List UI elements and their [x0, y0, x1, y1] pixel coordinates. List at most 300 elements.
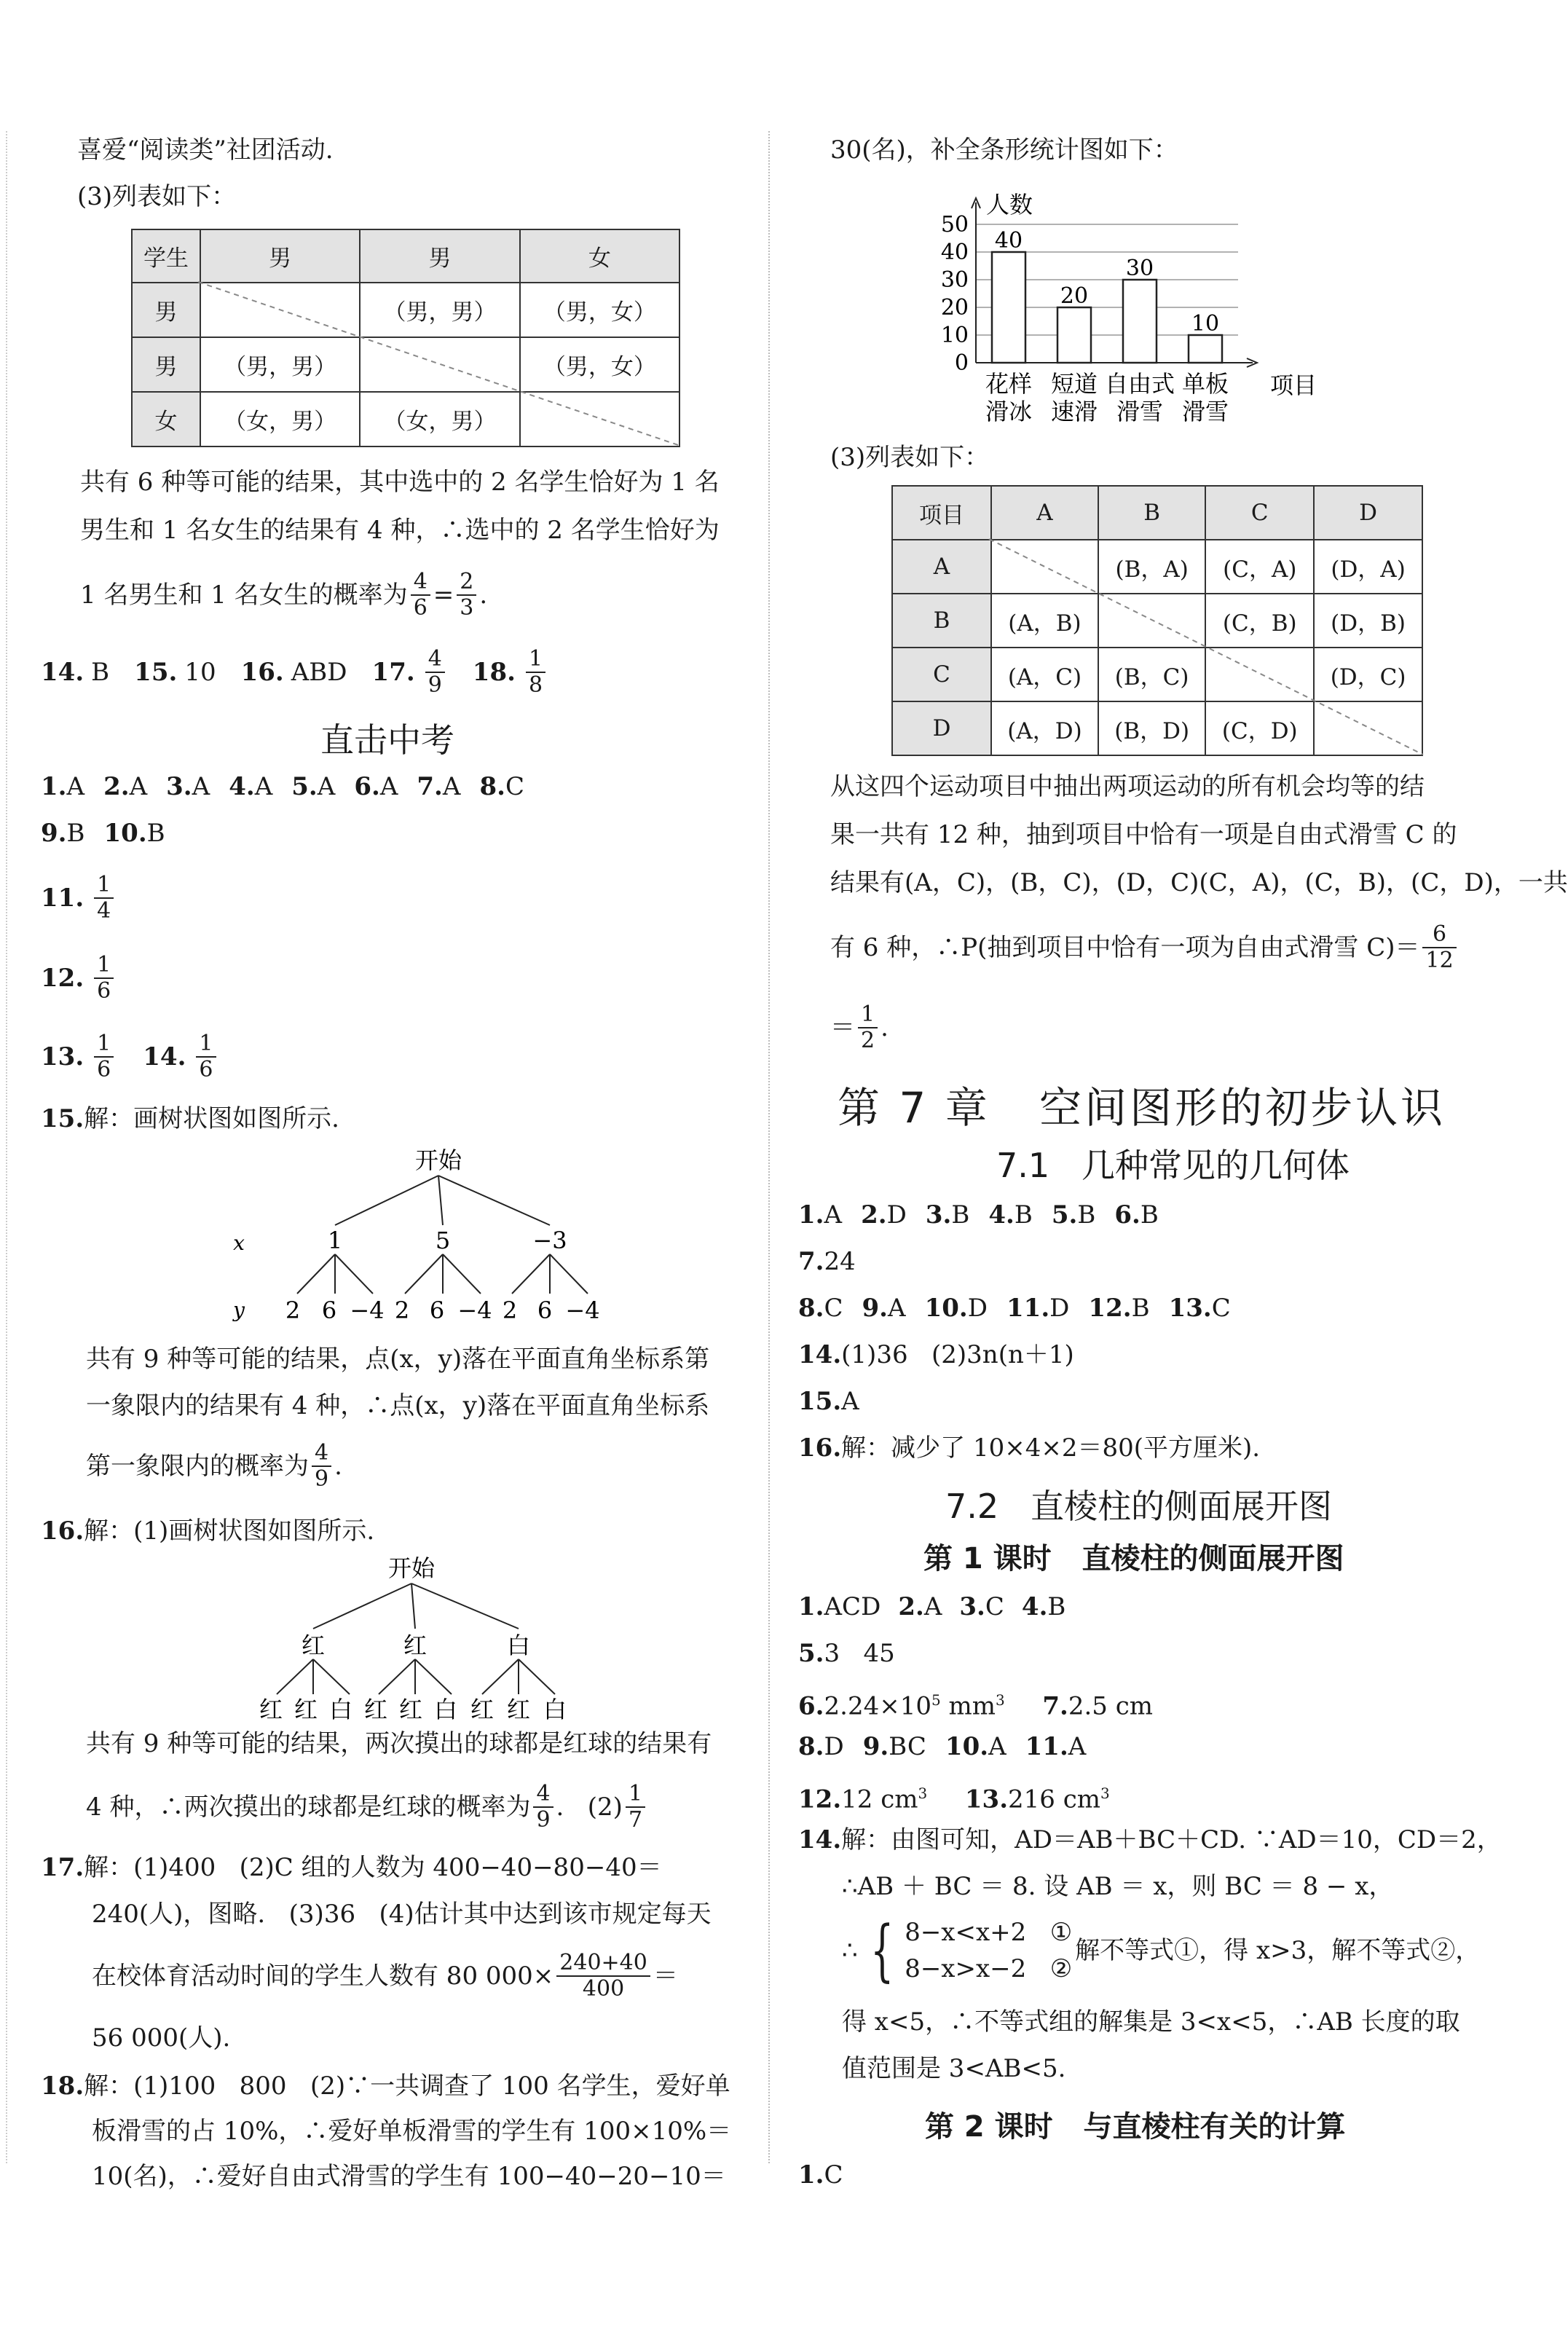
fraction	[94, 1031, 114, 1082]
q-number: 8.	[798, 1294, 824, 1323]
chapter-title: 第 7 章 空间图形的初步认识	[838, 1083, 1446, 1133]
answers-14-18	[41, 640, 548, 705]
q-answer: C	[505, 772, 524, 801]
table1-cell: （男，女）	[520, 337, 679, 392]
tree1-leaf: 2	[394, 1297, 410, 1324]
mc-item	[1022, 1591, 1066, 1623]
fraction	[858, 1002, 878, 1053]
q-answer: A	[254, 772, 273, 801]
q-answer: B	[146, 819, 165, 848]
q-answer: 12 cm	[841, 1785, 918, 1814]
q-number: 4.	[988, 1200, 1015, 1230]
q-answer: D	[824, 1732, 844, 1761]
numerator: 1	[94, 953, 114, 979]
chart-y-tick-label: 30	[940, 267, 969, 293]
exponent: 3	[918, 1785, 928, 1802]
tree2-leaf: 红	[506, 1696, 531, 1723]
table1-cell: （男，女）	[520, 283, 679, 337]
tree1-leaf: 6	[537, 1297, 553, 1324]
column-divider	[768, 131, 770, 2163]
q-number: 13.	[964, 1785, 1009, 1814]
q-number: 3.	[166, 772, 192, 801]
tree2-node: 红	[403, 1632, 428, 1659]
q18-line-1	[41, 2070, 730, 2102]
q-answer: A	[442, 772, 461, 801]
denominator: 12	[1425, 948, 1454, 973]
tree2-node: 红	[301, 1632, 326, 1659]
denominator: 6	[97, 978, 111, 1004]
fraction	[425, 647, 445, 698]
q17-line-2: 240(人)，图略. (3)36 (4)估计其中达到该市规定每天	[92, 1900, 712, 1929]
exponent: 3	[996, 1691, 1005, 1709]
denominator: 9	[536, 1807, 551, 1833]
tree1-node: −3	[532, 1227, 567, 1254]
numerator: 1	[626, 1782, 645, 1808]
para-1c	[80, 562, 487, 628]
chart-y-tick-label: 10	[940, 323, 969, 348]
chart-data-label: 20	[1060, 283, 1089, 309]
period: .	[479, 581, 488, 610]
l1-mc-row-2	[798, 1731, 1086, 1763]
chart-category-label: 单板	[1181, 370, 1229, 398]
q-number: 7.	[417, 772, 443, 801]
q-number: 16.	[240, 658, 284, 687]
right-line-2: (3)列表如下：	[830, 443, 990, 472]
para-3a: 共有 9 种等可能的结果，两次摸出的球都是红球的结果有	[86, 1729, 712, 1758]
table2-rowhead: C	[892, 648, 991, 701]
table2-cell: (D，B)	[1314, 594, 1422, 648]
tree1-x-label: x	[233, 1231, 245, 1255]
tree1-leaf: 2	[502, 1297, 518, 1324]
table2-cell: (C，B)	[1205, 594, 1314, 648]
table1-rowhead: 男	[132, 337, 200, 392]
table1-corner: 学生	[132, 229, 200, 283]
q-answer: A	[988, 1732, 1006, 1761]
therefore-sign: ∴	[842, 1936, 858, 1965]
q-number: 18.	[41, 2072, 84, 2101]
q-number: 9.	[862, 1294, 889, 1323]
l2-q1	[798, 2159, 843, 2191]
numerator: 1	[94, 873, 114, 899]
q-number: 14.	[143, 1042, 186, 1071]
chart-bar	[992, 252, 1025, 363]
tree1-root: 开始	[414, 1146, 462, 1174]
q-number: 2.	[861, 1200, 887, 1230]
numerator: 4	[425, 647, 445, 673]
chart-bar	[1189, 335, 1222, 363]
table2-corner: 项目	[892, 486, 991, 540]
left-line-1: 喜爱“阅读类”社团活动.	[77, 135, 334, 165]
q12	[41, 945, 117, 1011]
q-number: 7.	[1042, 1691, 1068, 1721]
lesson-1-title: 第 1 课时 直棱柱的侧面展开图	[923, 1542, 1344, 1575]
q-answer: A	[923, 1592, 942, 1621]
mc-item	[861, 1199, 907, 1231]
mc-item	[354, 771, 398, 803]
q-text: 解：画树状图如图所示.	[84, 1104, 339, 1133]
q-answer: A	[841, 1387, 859, 1416]
table1-cell: （女，男）	[200, 392, 360, 446]
q-answer: B	[951, 1200, 970, 1230]
q-answer: A	[824, 1200, 843, 1230]
q-number: 18.	[472, 658, 516, 687]
q-number: 10.	[945, 1732, 989, 1761]
q-answer: B	[66, 819, 85, 848]
table2-rowhead: D	[892, 701, 991, 755]
section-heading: 直击中考	[320, 720, 454, 760]
l1-q12-q13	[798, 1777, 1110, 1815]
mc-item	[863, 1731, 926, 1763]
q18-line-2: 板滑雪的占 10%，∴爱好单板滑雪的学生有 100×10%＝	[92, 2117, 732, 2146]
q-answer: 24	[824, 1247, 856, 1276]
s71-q14	[798, 1339, 1074, 1371]
q-number: 14.	[798, 1825, 842, 1854]
table1-col: 男	[360, 229, 519, 283]
exponent: 5	[931, 1691, 941, 1709]
margin-rule	[6, 131, 7, 2163]
tree-diagram-1	[211, 1144, 648, 1326]
denominator: 9	[315, 1466, 329, 1492]
denominator: 6	[413, 595, 428, 621]
q-number: 5.	[798, 1639, 824, 1668]
q-answer: 2.24×10	[824, 1691, 931, 1721]
para-2b: 一象限内的结果有 4 种，∴点(x，y)落在平面直角坐标系	[86, 1391, 710, 1420]
inequality-system	[905, 1914, 1072, 1987]
fraction	[411, 570, 430, 621]
l1-q14-line-1	[798, 1824, 1502, 1856]
table2-cell: (B，D)	[1098, 701, 1205, 755]
q-number: 2.	[103, 772, 130, 801]
table2-cell: (D，A)	[1314, 540, 1422, 594]
fraction	[626, 1782, 645, 1833]
q-number: 11.	[1006, 1294, 1050, 1323]
left-line-2: (3)列表如下：	[77, 182, 237, 211]
chart-bar	[1057, 307, 1091, 363]
mc-item	[925, 1292, 988, 1324]
q-answer: A	[1068, 1732, 1087, 1761]
section-7-2-title: 7.2 直棱柱的侧面展开图	[945, 1487, 1333, 1526]
q-answer: A	[317, 772, 336, 801]
q-answer: A	[192, 772, 210, 801]
q-answer: ABD	[291, 658, 347, 687]
chart-y-axis-label: 人数	[986, 191, 1033, 219]
q-number: 3.	[925, 1200, 952, 1230]
q-number: 11.	[41, 884, 84, 913]
q-text: 解：(1)画树状图如图所示.	[84, 1516, 375, 1546]
para-4a: 从这四个运动项目中抽出两项运动的所有机会均等的结	[830, 772, 1425, 801]
chart-x-axis-label: 项目	[1270, 371, 1317, 399]
tree1-y-label: y	[233, 1298, 245, 1322]
fraction	[1422, 922, 1456, 973]
q-number: 5.	[1051, 1200, 1078, 1230]
l1-mc-row-1	[798, 1591, 1065, 1623]
tree1-leaf: 6	[429, 1297, 445, 1324]
tree2-leaf: 白	[433, 1696, 458, 1723]
equals: ＝	[653, 1962, 678, 1991]
q13-14	[41, 1024, 219, 1090]
q-answer: A	[66, 772, 85, 801]
tree1-leaf: 6	[321, 1297, 337, 1324]
table1-col: 男	[200, 229, 360, 283]
tree1-leaf: −4	[350, 1297, 385, 1324]
table1-cell: （男，男）	[200, 337, 360, 392]
l1-q14-line-5: 值范围是 3<AB<5.	[842, 2054, 1066, 2083]
q-answer: C	[824, 1294, 843, 1323]
q-number: 15.	[41, 1104, 84, 1133]
q-number: 4.	[1021, 1592, 1048, 1621]
q18-line-3: 10(名)，∴爱好自由式滑雪的学生有 100−40−20−10＝	[92, 2162, 726, 2191]
mc-item	[1006, 1292, 1069, 1324]
q-text: 在校体育活动时间的学生人数有 80 000×	[92, 1962, 554, 1991]
q-answer: B	[1077, 1200, 1096, 1230]
mc-item	[103, 771, 147, 803]
table2-cell: (B，C)	[1098, 648, 1205, 701]
q-number: 9.	[862, 1732, 889, 1761]
mc-item	[1025, 1731, 1087, 1763]
q-answer: (1)36 (2)3n(n＋1)	[841, 1340, 1074, 1369]
q-answer: D	[1049, 1294, 1070, 1323]
q-number: 6.	[1114, 1200, 1140, 1230]
inequality-1: 8−x<x+2 ①	[905, 1918, 1073, 1947]
fraction	[556, 1951, 650, 2002]
numerator: 4	[533, 1782, 553, 1808]
q-number: 10.	[924, 1294, 968, 1323]
equals: ＝	[830, 1013, 855, 1042]
table2-diagonal	[891, 485, 1423, 755]
q-number: 15.	[798, 1387, 842, 1416]
numerator: 1	[196, 1031, 216, 1058]
numerator: 6	[1422, 922, 1456, 948]
table2-col: D	[1314, 486, 1422, 540]
table2-cell: (D，C)	[1314, 648, 1422, 701]
denominator: 400	[582, 1976, 625, 2002]
denominator: 6	[97, 1057, 111, 1082]
table2-cell: (B，A)	[1098, 540, 1205, 594]
l1-q14-system	[842, 1911, 1480, 1990]
tree2-leaf: 红	[470, 1696, 495, 1723]
l1-q14-line-4: 得 x<5，∴不等式组的解集是 3<x<5，∴AB 长度的取	[842, 2007, 1460, 2037]
mc-item	[798, 1199, 842, 1231]
q-answer: A	[379, 772, 398, 801]
q17-line-1	[41, 1852, 662, 1884]
q-number: 2.	[898, 1592, 924, 1621]
l1-q5	[798, 1637, 895, 1669]
mc-item	[1169, 1292, 1231, 1324]
mc-item	[1114, 1199, 1159, 1231]
q-answer: A	[129, 772, 148, 801]
table2-cell: (C，D)	[1205, 701, 1314, 755]
q-number: 4.	[229, 772, 255, 801]
tree1-leaf: −4	[565, 1297, 600, 1324]
q-number: 13.	[41, 1042, 84, 1071]
q-number: 10.	[103, 819, 147, 848]
q15	[41, 1103, 339, 1135]
para-3b-mid: . (2)	[556, 1793, 623, 1822]
q-answer: A	[888, 1294, 906, 1323]
chart-category-label: 速滑	[1050, 398, 1098, 425]
numerator: 1	[526, 647, 545, 673]
chart-y-tick-label: 50	[940, 212, 969, 237]
chart-category-label: 自由式	[1104, 370, 1175, 398]
tree1-node: 5	[435, 1227, 451, 1254]
lesson-2-title: 第 2 课时 与直棱柱有关的计算	[925, 2110, 1346, 2144]
q-number: 17.	[371, 658, 415, 687]
s71-mc-row-2	[798, 1292, 1231, 1324]
table1-rowhead: 男	[132, 283, 200, 337]
q-number: 1.	[798, 2160, 824, 2190]
table2-col: B	[1098, 486, 1205, 540]
mc-item	[41, 771, 84, 803]
para-2a: 共有 9 种等可能的结果，点(x，y)落在平面直角坐标系第	[86, 1345, 710, 1374]
q-answer: D	[886, 1200, 907, 1230]
table2-col: A	[991, 486, 1098, 540]
denominator: 9	[428, 672, 442, 698]
q17-line-4: 56 000(人).	[92, 2023, 231, 2053]
q-answer: B	[91, 658, 110, 687]
bar-chart	[918, 172, 1317, 434]
mc-item	[898, 1591, 942, 1623]
tree2-leaf: 红	[398, 1696, 423, 1723]
q-number: 15.	[134, 658, 178, 687]
q-number: 11.	[1025, 1732, 1068, 1761]
numerator: 4	[411, 570, 430, 596]
para-2c-text: 第一象限内的概率为	[86, 1452, 309, 1481]
para-1b: 男生和 1 名女生的结果有 4 种，∴选中的 2 名学生恰好为	[80, 516, 720, 545]
s71-mc-row-1	[798, 1199, 1159, 1231]
q11	[41, 865, 117, 931]
denominator: 8	[528, 672, 543, 698]
denominator: 7	[628, 1807, 643, 1833]
q-answer: ACD	[824, 1592, 881, 1621]
q-answer: B	[1140, 1200, 1159, 1230]
mc-row-2	[41, 817, 165, 849]
q-number: 12.	[798, 1785, 842, 1814]
fraction	[526, 647, 545, 698]
q-answer: C	[824, 2160, 843, 2190]
q16	[41, 1515, 374, 1547]
denominator: 6	[199, 1057, 213, 1082]
chart-category-label: 滑冰	[985, 398, 1033, 425]
unit: mm	[940, 1691, 996, 1721]
fraction	[457, 570, 476, 621]
tree1-node: 1	[327, 1227, 343, 1254]
q-answer: B	[1047, 1592, 1066, 1621]
mc-item	[988, 1199, 1033, 1231]
tree2-root: 开始	[387, 1554, 436, 1582]
table1-cell: （男，男）	[360, 283, 519, 337]
fraction	[94, 953, 114, 1004]
exponent: 3	[1100, 1785, 1110, 1802]
chart-bar	[1123, 280, 1157, 363]
q-text: 解：由图可知，AD＝AB＋BC＋CD. ∵AD＝10，CD＝2，	[841, 1825, 1502, 1854]
chart-data-label: 40	[994, 228, 1023, 253]
para-1c-text: 1 名男生和 1 名女生的概率为	[80, 581, 408, 610]
para-4e	[830, 995, 889, 1061]
q-number: 12.	[1088, 1294, 1132, 1323]
para-2c	[86, 1433, 342, 1499]
q-number: 5.	[291, 772, 318, 801]
chart-category-label: 短道	[1050, 370, 1098, 398]
q-answer: 216 cm	[1008, 1785, 1101, 1814]
q-number: 14.	[798, 1340, 842, 1369]
mc-item	[945, 1731, 1006, 1763]
fraction	[196, 1031, 216, 1082]
mc-item	[862, 1292, 906, 1324]
q-answer: C	[985, 1592, 1004, 1621]
tree2-leaf: 红	[363, 1696, 388, 1723]
q-answer: D	[967, 1294, 988, 1323]
q-answer: BC	[889, 1732, 926, 1761]
table1-cell: （女，男）	[360, 392, 519, 446]
chart-y-tick-label: 20	[940, 295, 969, 320]
table2-cell: (A，B)	[991, 594, 1098, 648]
mc-item	[166, 771, 210, 803]
mc-item	[479, 771, 524, 803]
para-4c: 结果有(A，C)，(B，C)，(D，C)(C，A)，(C，B)，(C，D)，一共	[830, 868, 1568, 897]
q-answer: B	[1131, 1294, 1150, 1323]
mc-item	[291, 771, 335, 803]
brace: {	[870, 1911, 894, 1989]
q-text: 解不等式①，得 x>3，解不等式②，	[1075, 1936, 1481, 1965]
fraction	[94, 873, 114, 924]
equals: =	[433, 581, 454, 610]
q-answer: 3 45	[824, 1639, 895, 1668]
q-number: 8.	[798, 1732, 824, 1761]
para-4b: 果一共有 12 种，抽到项目中恰有一项是自由式滑雪 C 的	[830, 820, 1457, 849]
numerator: 240+40	[556, 1951, 650, 1977]
mc-item	[1052, 1199, 1096, 1231]
mc-item	[926, 1199, 970, 1231]
q-answer: 10	[184, 658, 216, 687]
s71-q15	[798, 1385, 859, 1417]
mc-item	[41, 817, 85, 849]
tree1-leaf: 2	[285, 1297, 301, 1324]
q-number: 14.	[41, 658, 84, 687]
mc-item	[959, 1591, 1004, 1623]
denominator: 4	[97, 898, 111, 924]
tree2-leaf: 白	[328, 1696, 353, 1723]
s71-q7	[798, 1246, 856, 1278]
tree2-node: 白	[506, 1632, 531, 1659]
tree2-leaf: 白	[543, 1696, 567, 1723]
fraction	[533, 1782, 553, 1833]
mc-item	[104, 817, 165, 849]
table2-col: C	[1205, 486, 1314, 540]
table2-rowhead: B	[892, 594, 991, 648]
para-4d-text: 有 6 种，∴P(抽到项目中恰有一项为自由式滑雪 C)＝	[830, 933, 1420, 962]
period: .	[880, 1013, 889, 1042]
q-number: 13.	[1168, 1294, 1212, 1323]
chart-category-label: 滑雪	[1181, 398, 1229, 425]
mc-item	[229, 771, 272, 803]
table1-diagonal	[131, 229, 680, 446]
para-3b-text: 4 种，∴两次摸出的球都是红球的概率为	[86, 1793, 531, 1822]
q-number: 6.	[354, 772, 380, 801]
q-answer: 解：减少了 10×4×2＝80(平方厘米).	[841, 1433, 1261, 1463]
q-answer: C	[1211, 1294, 1231, 1323]
mc-item	[417, 771, 460, 803]
chart-y-tick-label: 40	[940, 240, 969, 265]
q-text: 解：(1)100 800 (2)∵一共调查了 100 名学生，爱好单	[84, 2072, 730, 2101]
q-number: 1.	[798, 1592, 824, 1621]
q-text: 解：(1)400 (2)C 组的人数为 400−40−80−40＝	[84, 1853, 662, 1882]
q-number: 16.	[41, 1516, 84, 1546]
q-answer: B	[1014, 1200, 1033, 1230]
numerator: 4	[312, 1441, 331, 1467]
q17-line-3	[92, 1943, 678, 2009]
inequality-2: 8−x>x−2 ②	[905, 1954, 1073, 1983]
mc-row-1	[41, 771, 524, 803]
